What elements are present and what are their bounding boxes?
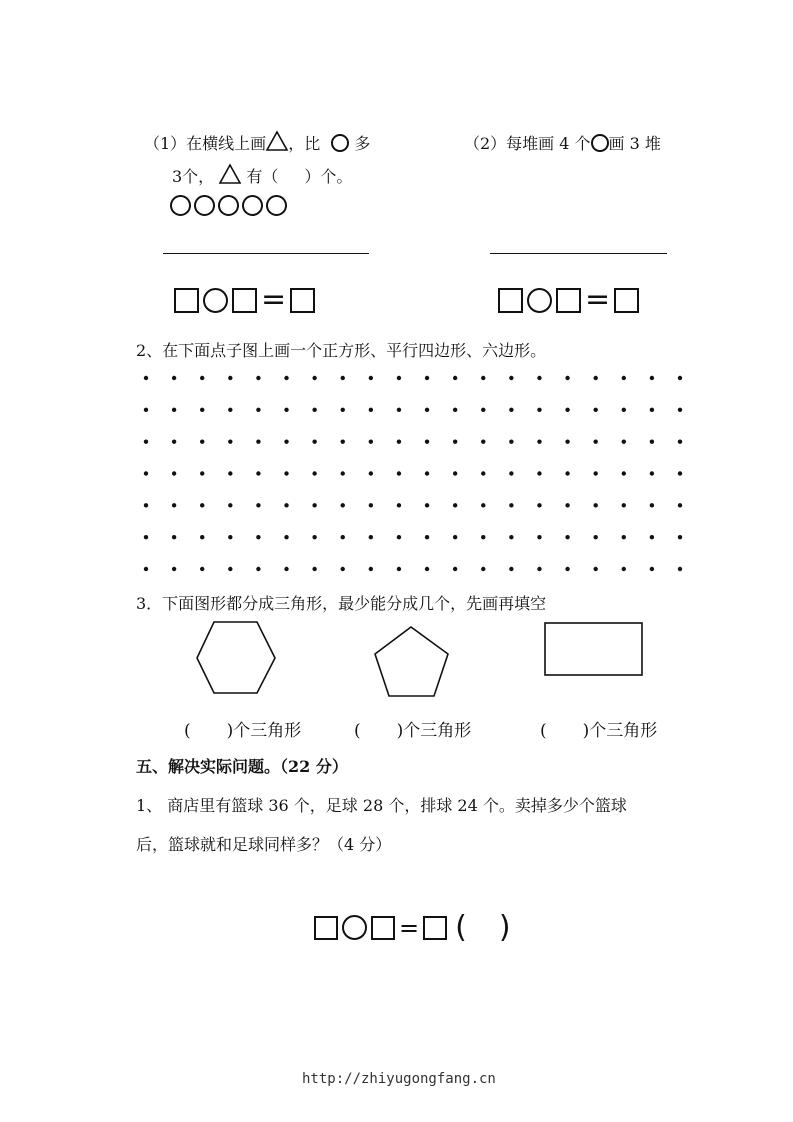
q4-part1-suffix: 多 [354, 134, 371, 153]
paren-open: ( [540, 721, 547, 741]
grid-dot[interactable] [228, 376, 232, 380]
paren-open: ( [455, 910, 467, 945]
grid-dot[interactable] [622, 408, 626, 412]
grid-dot[interactable] [650, 567, 654, 571]
grid-dot[interactable] [144, 503, 148, 507]
grid-dot[interactable] [565, 376, 569, 380]
grid-dot[interactable] [622, 439, 626, 443]
grid-dot[interactable] [537, 376, 541, 380]
grid-dot[interactable] [312, 471, 316, 475]
grid-dot[interactable] [593, 503, 597, 507]
grid-dot[interactable] [537, 471, 541, 475]
hexagon-icon[interactable] [195, 620, 277, 696]
grid-dot[interactable] [397, 567, 401, 571]
grid-dot[interactable] [341, 503, 345, 507]
grid-dot[interactable] [144, 376, 148, 380]
q4-part2-suffix: 画 3 堆 [608, 134, 661, 153]
grid-dot[interactable] [228, 567, 232, 571]
grid-dot[interactable] [537, 408, 541, 412]
grid-dot[interactable] [425, 439, 429, 443]
answer-suffix: )个三角形 [226, 721, 302, 741]
q3-answer-rectangle [540, 716, 657, 741]
pentagon-icon[interactable] [373, 625, 451, 699]
q4-part1-line2-suffix: ）个。 [304, 167, 353, 186]
grid-dot[interactable] [453, 471, 457, 475]
paren-close: ) [498, 910, 511, 945]
grid-dot[interactable] [678, 471, 682, 475]
grid-dot[interactable] [256, 535, 260, 539]
grid-dot[interactable] [537, 535, 541, 539]
grid-dot[interactable] [256, 408, 260, 412]
grid-dot[interactable] [678, 535, 682, 539]
grid-dot[interactable] [369, 376, 373, 380]
grid-dot[interactable] [650, 471, 654, 475]
grid-dot[interactable] [481, 408, 485, 412]
grid-dot[interactable] [312, 408, 316, 412]
paren-open: ( [354, 721, 361, 741]
grid-dot[interactable] [481, 503, 485, 507]
grid-dot[interactable] [397, 439, 401, 443]
grid-dot[interactable] [200, 376, 204, 380]
grid-dot[interactable] [678, 408, 682, 412]
square-icon[interactable] [314, 916, 338, 940]
grid-dot[interactable] [228, 503, 232, 507]
grid-dot[interactable] [509, 567, 513, 571]
grid-dot[interactable] [284, 503, 288, 507]
grid-dot[interactable] [256, 503, 260, 507]
grid-dot[interactable] [284, 439, 288, 443]
grid-dot[interactable] [481, 439, 485, 443]
grid-dot[interactable] [341, 535, 345, 539]
grid-dot[interactable] [144, 535, 148, 539]
grid-dot[interactable] [509, 439, 513, 443]
grid-dot[interactable] [397, 376, 401, 380]
grid-dot[interactable] [453, 439, 457, 443]
grid-dot[interactable] [284, 471, 288, 475]
grid-dot[interactable] [369, 471, 373, 475]
grid-dot[interactable] [509, 535, 513, 539]
q3-text: 3．下面图形都分成三角形，最少能分成几个，先画再填空 [136, 594, 547, 613]
grid-dot[interactable] [200, 408, 204, 412]
grid-dot[interactable] [593, 376, 597, 380]
circle-icon[interactable] [342, 915, 367, 940]
grid-dot[interactable] [172, 439, 176, 443]
grid-dot[interactable] [622, 535, 626, 539]
rectangle-icon[interactable] [544, 622, 644, 678]
grid-dot[interactable] [228, 535, 232, 539]
grid-dot[interactable] [144, 439, 148, 443]
grid-dot[interactable] [284, 535, 288, 539]
grid-dot[interactable] [425, 408, 429, 412]
grid-dot[interactable] [593, 408, 597, 412]
q4-part1-line2-prefix: 3个， [172, 167, 215, 186]
grid-dot[interactable] [565, 567, 569, 571]
final-equation [314, 910, 515, 945]
grid-dot[interactable] [565, 471, 569, 475]
grid-dot[interactable] [369, 567, 373, 571]
grid-dot[interactable] [593, 535, 597, 539]
grid-dot[interactable] [481, 535, 485, 539]
grid-dot[interactable] [593, 567, 597, 571]
grid-dot[interactable] [565, 439, 569, 443]
grid-dot[interactable] [622, 376, 626, 380]
grid-dot[interactable] [481, 567, 485, 571]
grid-dot[interactable] [284, 376, 288, 380]
grid-dot[interactable] [593, 439, 597, 443]
grid-dot[interactable] [678, 376, 682, 380]
grid-dot[interactable] [622, 503, 626, 507]
grid-dot[interactable] [650, 503, 654, 507]
grid-dot[interactable] [565, 408, 569, 412]
grid-dot[interactable] [481, 471, 485, 475]
paren-open: ( [184, 721, 191, 741]
grid-dot[interactable] [172, 408, 176, 412]
grid-dot[interactable] [650, 408, 654, 412]
grid-dot[interactable] [425, 567, 429, 571]
grid-dot[interactable] [397, 471, 401, 475]
equals-sign: = [261, 282, 287, 317]
q2-text: 2、在下面点子图上画一个正方形、平行四边形、六边形。 [136, 341, 547, 360]
q4-part1-mid: ，比 [288, 134, 321, 153]
grid-dot[interactable] [172, 535, 176, 539]
section5-heading: 五、解决实际问题。（22 分） [136, 757, 348, 776]
grid-dot[interactable] [650, 535, 654, 539]
grid-dot[interactable] [678, 503, 682, 507]
grid-dot[interactable] [369, 439, 373, 443]
grid-dot[interactable] [509, 471, 513, 475]
grid-dot[interactable] [678, 567, 682, 571]
grid-dot[interactable] [537, 503, 541, 507]
grid-dot[interactable] [397, 535, 401, 539]
footer-url[interactable]: http://zhiyugongfang.cn [302, 1071, 496, 1087]
answer-suffix: )个三角形 [582, 721, 658, 741]
grid-dot[interactable] [341, 439, 345, 443]
grid-dot[interactable] [341, 567, 345, 571]
square-icon[interactable] [371, 916, 395, 940]
grid-dot[interactable] [509, 408, 513, 412]
grid-dot[interactable] [650, 376, 654, 380]
grid-dot[interactable] [369, 408, 373, 412]
grid-dot[interactable] [228, 471, 232, 475]
grid-dot[interactable] [200, 535, 204, 539]
q3-answer-hexagon [184, 716, 301, 741]
grid-dot[interactable] [537, 567, 541, 571]
section5-p1-line1: 1、 商店里有篮球 36 个，足球 28 个，排球 24 个。卖掉多少个篮球 [136, 796, 627, 815]
grid-dot[interactable] [200, 471, 204, 475]
grid-dot[interactable] [509, 503, 513, 507]
grid-dot[interactable] [228, 408, 232, 412]
grid-dot[interactable] [256, 567, 260, 571]
grid-dot[interactable] [453, 503, 457, 507]
grid-dot[interactable] [397, 408, 401, 412]
grid-dot[interactable] [284, 408, 288, 412]
grid-dot[interactable] [565, 503, 569, 507]
grid-dot[interactable] [341, 376, 345, 380]
grid-dot[interactable] [397, 503, 401, 507]
square-icon[interactable] [423, 916, 447, 940]
grid-dot[interactable] [453, 535, 457, 539]
q4-part2-prefix: （2）每堆画 4 个 [464, 134, 591, 153]
grid-dot[interactable] [172, 376, 176, 380]
grid-dot[interactable] [200, 503, 204, 507]
grid-dot[interactable] [256, 471, 260, 475]
grid-dot[interactable] [425, 535, 429, 539]
grid-dot[interactable] [144, 567, 148, 571]
equals-sign: = [585, 282, 611, 317]
grid-dot[interactable] [565, 535, 569, 539]
grid-dot[interactable] [172, 503, 176, 507]
grid-dot[interactable] [312, 503, 316, 507]
grid-dot[interactable] [369, 535, 373, 539]
grid-dot[interactable] [481, 376, 485, 380]
grid-dot[interactable] [650, 439, 654, 443]
grid-dot[interactable] [453, 567, 457, 571]
grid-dot[interactable] [453, 408, 457, 412]
grid-dot[interactable] [312, 376, 316, 380]
grid-dot[interactable] [593, 471, 597, 475]
equals-sign: = [399, 913, 420, 942]
grid-dot[interactable] [172, 567, 176, 571]
grid-dot[interactable] [312, 567, 316, 571]
grid-dot[interactable] [678, 439, 682, 443]
grid-dot[interactable] [200, 439, 204, 443]
answer-suffix: )个三角形 [396, 721, 472, 741]
grid-dot[interactable] [312, 439, 316, 443]
q4-part1-prefix: （1）在横线上画 [144, 134, 267, 153]
grid-dot[interactable] [369, 503, 373, 507]
grid-dot[interactable] [284, 567, 288, 571]
grid-dot[interactable] [144, 408, 148, 412]
q3-answer-pentagon [354, 716, 471, 741]
grid-dot[interactable] [453, 376, 457, 380]
grid-dot[interactable] [537, 439, 541, 443]
grid-dot[interactable] [425, 376, 429, 380]
grid-dot[interactable] [341, 408, 345, 412]
grid-dot[interactable] [509, 376, 513, 380]
grid-dot[interactable] [622, 567, 626, 571]
grid-dot[interactable] [256, 376, 260, 380]
grid-dot[interactable] [341, 471, 345, 475]
grid-dot[interactable] [256, 439, 260, 443]
q4-part1-line2-mid: 有（ [246, 167, 279, 186]
grid-dot[interactable] [172, 471, 176, 475]
grid-dot[interactable] [228, 439, 232, 443]
grid-dot[interactable] [144, 471, 148, 475]
grid-dot[interactable] [425, 503, 429, 507]
grid-dot[interactable] [312, 535, 316, 539]
grid-dot[interactable] [425, 471, 429, 475]
grid-dot[interactable] [622, 471, 626, 475]
section5-p1-line2: 后，篮球就和足球同样多？（4 分） [136, 835, 392, 854]
grid-dot[interactable] [200, 567, 204, 571]
